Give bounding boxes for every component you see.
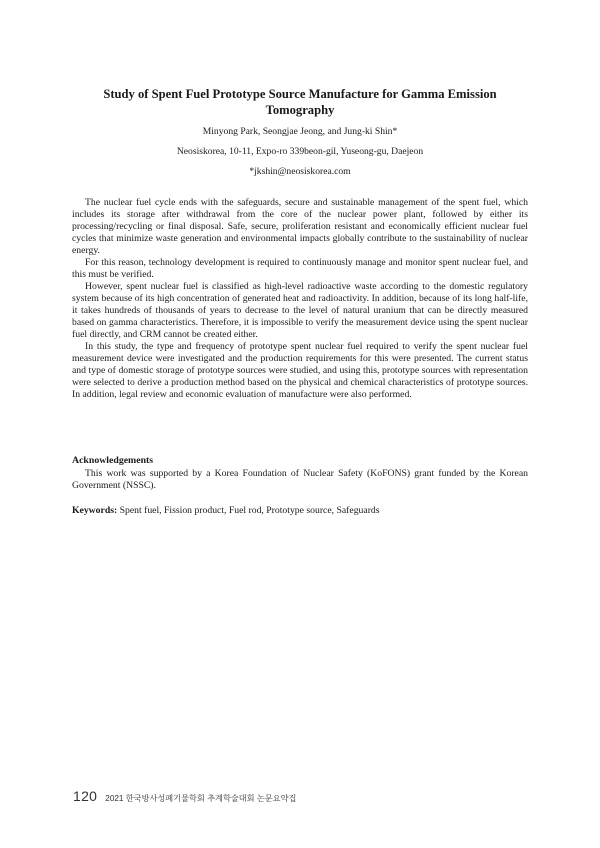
conference-name: 2021 한국방사성폐기물학회 추계학술대회 논문요약집 bbox=[105, 794, 297, 803]
abstract-paragraph: In this study, the type and frequency of prototype spent nuclear fuel required to verify the spent nuclear fuel measurement device were investigated and the production requirements for this were presented. The current status and type of domestic storage of prototype sources were studied, and using this, prototype sources with representation were selected to derive a production method based on the physical and chemical characteristics of prototype sources. In addition, legal review and economic evaluation of manufacture were also performed. bbox=[72, 341, 528, 400]
abstract-paragraph: For this reason, technology development is required to continuously manage and monitor spent nuclear fuel, and this must be verified. bbox=[72, 257, 528, 280]
paper-title: Study of Spent Fuel Prototype Source Manufacture for Gamma Emission Tomography bbox=[103, 87, 497, 117]
abstract-paragraph: The nuclear fuel cycle ends with the safeguards, secure and sustainable management of the spent fuel, which includes its storage after withdrawal from the core of the nuclear power plant, followed by either its processing/recycling or final disposal. Safe, secure, proliferation resistant and economically efficient nuclear fuel cycles that minimize waste generation and environmental impacts globally contribute to the sustainability of nuclear energy. bbox=[72, 197, 528, 256]
acknowledgements-text: This work was supported by a Korea Foundation of Nuclear Safety (KoFONS) grant funded by the Korean Government (NSSC). bbox=[72, 468, 528, 491]
abstract-paragraph: However, spent nuclear fuel is classified as high-level radioactive waste according to the domestic regulatory system because of its high concentration of generated heat and radioactivity. In addition, because of its long half-life, it takes hundreds of thousands of years to decrease to the level of natural uranium that can be directly measured based on gamma characteristics. Therefore, it is impossible to verify the measurement device using the spent nuclear fuel directly, and CRM cannot be created either. bbox=[72, 281, 528, 340]
keywords bbox=[72, 505, 528, 517]
acknowledgements-heading: Acknowledgements bbox=[72, 455, 154, 466]
paper-authors: Minyong Park, Seongjae Jeong, and Jung-ki Shin* bbox=[202, 126, 398, 137]
page-number: 120 bbox=[73, 788, 98, 804]
keywords-list: Spent fuel, Fission product, Fuel rod, Prototype source, Safeguards bbox=[117, 505, 380, 516]
abstract-body bbox=[72, 197, 528, 401]
page-footer bbox=[73, 788, 296, 806]
paper-email: *jkshin@neosiskorea.com bbox=[249, 166, 351, 177]
paper-affiliation: Neosiskorea, 10-11, Expo-ro 339beon-gil, Yuseong-gu, Daejeon bbox=[176, 146, 424, 157]
keywords-label: Keywords: bbox=[72, 505, 118, 516]
